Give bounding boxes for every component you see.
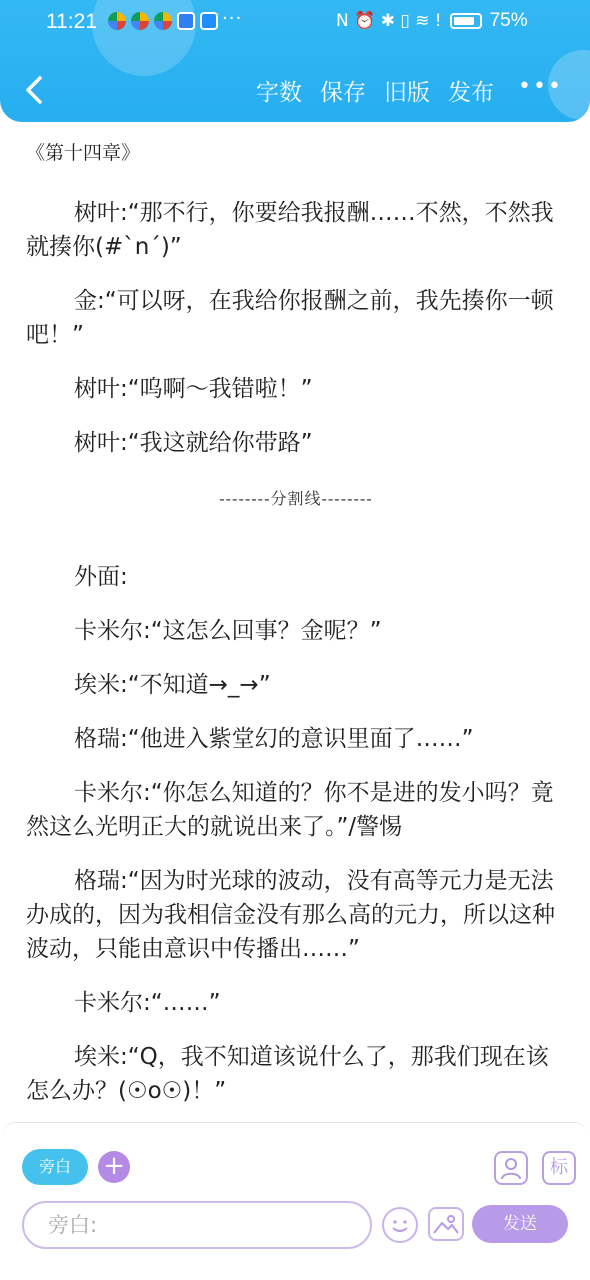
app-header (0, 0, 590, 122)
send-button[interactable]: 发送 (472, 1205, 568, 1243)
notification-icons (108, 12, 218, 30)
battery-percent: 75% (489, 10, 528, 31)
story-paragraph: 树叶:“我这就给你带路” (74, 430, 313, 456)
old-version-button[interactable]: 旧版 (384, 80, 430, 106)
chapter-title: 《第十四章》 (26, 142, 141, 164)
person-icon (496, 1153, 526, 1183)
battery-icon (450, 13, 482, 29)
back-button[interactable] (20, 72, 50, 108)
word-count-button[interactable]: 字数 (256, 80, 302, 106)
image-button[interactable] (428, 1207, 464, 1241)
search-notification-icon (177, 12, 195, 30)
character-button[interactable] (494, 1151, 528, 1185)
story-paragraph: 卡米尔:“你怎么知道的？你不是进的发小吗？竟然这么光明正大的就说出来了。”/警惕 (26, 780, 554, 840)
system-icons (336, 10, 528, 32)
chevron-left-icon (20, 72, 50, 108)
story-paragraph: 外面: (74, 564, 128, 590)
story-content[interactable] (26, 138, 566, 1108)
story-paragraph: 埃米:“Q，我不知道该说什么了，那我们现在该怎么办？(☉o☉)！” (26, 1044, 549, 1104)
nav-actions (256, 74, 494, 107)
story-paragraph: 树叶:“呜啊～我错啦！” (74, 376, 313, 402)
mark-button[interactable]: 标 (542, 1151, 576, 1185)
status-time: 11:21 (46, 10, 97, 33)
app-notification-icon (108, 12, 126, 30)
input-bar (2, 1122, 588, 1280)
status-bar (0, 0, 590, 46)
image-icon (430, 1209, 462, 1239)
divider-line: --------分割线-------- (219, 489, 373, 508)
role-tag-narration[interactable]: 旁白 (22, 1149, 88, 1185)
emoji-button[interactable] (382, 1207, 418, 1243)
save-button[interactable]: 保存 (320, 80, 366, 106)
more-notifications-icon: ··· (222, 8, 243, 29)
more-menu-icon[interactable]: ••• (518, 74, 563, 99)
app-notification-icon (154, 12, 172, 30)
app-notification-icon (131, 12, 149, 30)
story-paragraph: 格瑞:“他进入紫堂幻的意识里面了……” (74, 726, 474, 752)
dialogue-input[interactable] (22, 1201, 372, 1249)
system-status-icons: N ⏰ ✱ ▯ ≋ ! (336, 11, 442, 31)
nav-bar (0, 64, 590, 118)
story-paragraph: 格瑞:“因为时光球的波动，没有高等元力是无法办成的，因为我相信金没有那么高的元力，所以这种波动，只能由意识中传播出……” (26, 868, 555, 962)
publish-button[interactable]: 发布 (448, 80, 494, 106)
story-paragraph: 金:“可以呀，在我给你报酬之前，我先揍你一顿吧！” (26, 288, 554, 348)
smiley-icon (384, 1209, 416, 1241)
weather-notification-icon (200, 12, 218, 30)
story-paragraph: 埃米:“不知道→_→” (74, 672, 271, 698)
story-paragraph: 卡米尔:“……” (74, 990, 221, 1016)
story-paragraph: 卡米尔:“这怎么回事？金呢？” (74, 618, 382, 644)
story-paragraph: 树叶:“那不行，你要给我报酬……不然，不然我就揍你(#`n´)” (26, 200, 554, 260)
add-role-button[interactable]: + (98, 1151, 130, 1183)
